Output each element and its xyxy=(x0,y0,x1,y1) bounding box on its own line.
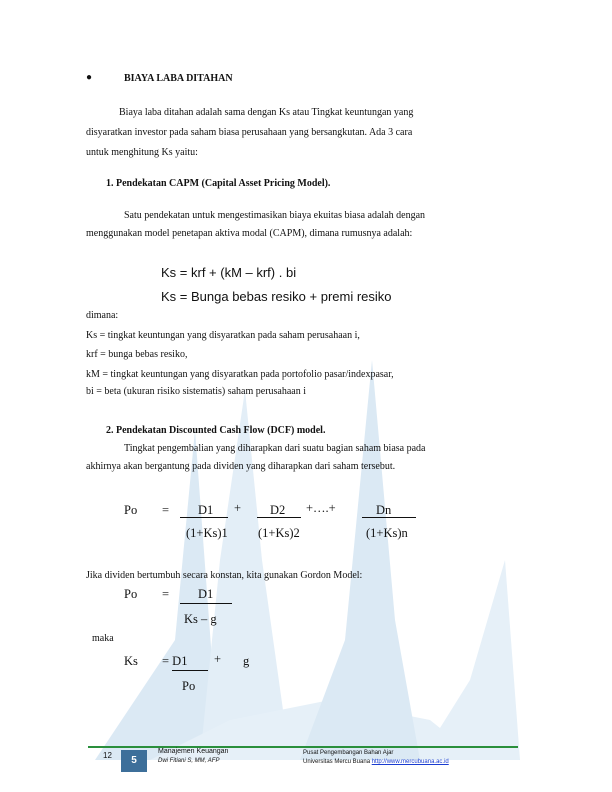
footer-author: Dwi Fitiani S, MM, AFP xyxy=(158,758,220,764)
capm-para-1: Satu pendekatan untuk mengestimasikan biaya ekuitas biasa adalah dengan xyxy=(124,210,426,221)
footer-center-title: Pusat Pengembangan Bahan Ajar xyxy=(303,750,394,756)
dcf-para-2: akhirnya akan bergantung pada dividen yang diharapkan dari saham tersebut. xyxy=(86,461,396,472)
dcf-plus-dots: +….+ xyxy=(306,501,336,515)
def-km: kM = tingkat keuntungan yang disyaratkan pada portofolio pasar/indexpasar, xyxy=(86,369,394,380)
dcf-d2: D2 xyxy=(270,503,286,517)
def-ks: Ks = tingkat keuntungan yang disyaratkan pada saham perusahaan i, xyxy=(86,330,360,341)
bullet-icon: ● xyxy=(86,72,93,83)
dcf-title: 2. Pendekatan Discounted Cash Flow (DCF) model. xyxy=(106,425,326,436)
gordon-equals: = xyxy=(162,587,170,601)
def-krf: krf = bunga bebas resiko, xyxy=(86,349,188,360)
page-number-box: 5 xyxy=(121,750,147,772)
dcf-den-1: (1+Ks)1 xyxy=(186,526,228,540)
dcf-equals: = xyxy=(162,503,170,517)
section-heading: BIAYA LABA DITAHAN xyxy=(124,73,233,84)
dcf-dn: Dn xyxy=(376,503,392,517)
dcf-p0: Po xyxy=(124,503,138,517)
def-bi: bi = beta (ukuran risiko sistematis) saham perusahaan i xyxy=(86,386,307,397)
maka-fraction-bar xyxy=(172,670,208,671)
footer-university: Universitas Mercu Buana xyxy=(303,759,371,765)
footer-university-line xyxy=(303,759,449,765)
dcf-den-2: (1+Ks)2 xyxy=(258,526,300,540)
capm-title: 1. Pendekatan CAPM (Capital Asset Pricing Model). xyxy=(106,178,331,189)
capm-para-2: menggunakan model penetapan aktiva modal (CAPM), dimana rumusnya adalah: xyxy=(86,228,413,239)
footer-url-link[interactable]: http://www.mercubuana.ac.id xyxy=(371,759,449,765)
intro-line-1: Biaya laba ditahan adalah sama dengan Ks atau Tingkat keuntungan yang xyxy=(119,107,414,118)
gordon-intro: Jika dividen bertumbuh secara konstan, kita gunakan Gordon Model: xyxy=(86,570,363,581)
gordon-den: Ks – g xyxy=(184,612,217,626)
intro-line-2: disyaratkan investor pada saham biasa perusahaan yang bersangkutan. Ada 3 cara xyxy=(86,127,413,138)
dcf-para-1: Tingkat pengembalian yang diharapkan dari suatu bagian saham biasa pada xyxy=(124,443,426,454)
dcf-plus-1: + xyxy=(234,501,242,515)
dcf-d1: D1 xyxy=(198,503,214,517)
footer-rule xyxy=(88,746,518,748)
capm-formula-2: Ks = Bunga bebas resiko + premi resiko xyxy=(161,289,392,304)
capm-formula-1: Ks = krf + (kM – krf) . bi xyxy=(161,265,297,280)
footer-course: Manajemen Keuangan xyxy=(158,748,229,755)
maka-label: maka xyxy=(92,633,114,644)
maka-eq-d1: = D1 xyxy=(162,654,188,668)
page-number-left: 12 xyxy=(103,751,112,760)
intro-line-3: untuk menghitung Ks yaitu: xyxy=(86,147,198,158)
dcf-den-n: (1+Ks)n xyxy=(366,526,408,540)
maka-g: g xyxy=(243,654,250,668)
gordon-d1: D1 xyxy=(198,587,214,601)
gordon-p0: Po xyxy=(124,587,138,601)
maka-plus: + xyxy=(214,652,222,666)
fraction-bar-2 xyxy=(257,517,301,518)
maka-p0: Po xyxy=(182,679,196,693)
maka-ks: Ks xyxy=(124,654,138,668)
fraction-bar-1 xyxy=(180,517,228,518)
fraction-bar-n xyxy=(362,517,416,518)
gordon-fraction-bar xyxy=(180,603,232,604)
dimana-label: dimana: xyxy=(86,310,119,321)
